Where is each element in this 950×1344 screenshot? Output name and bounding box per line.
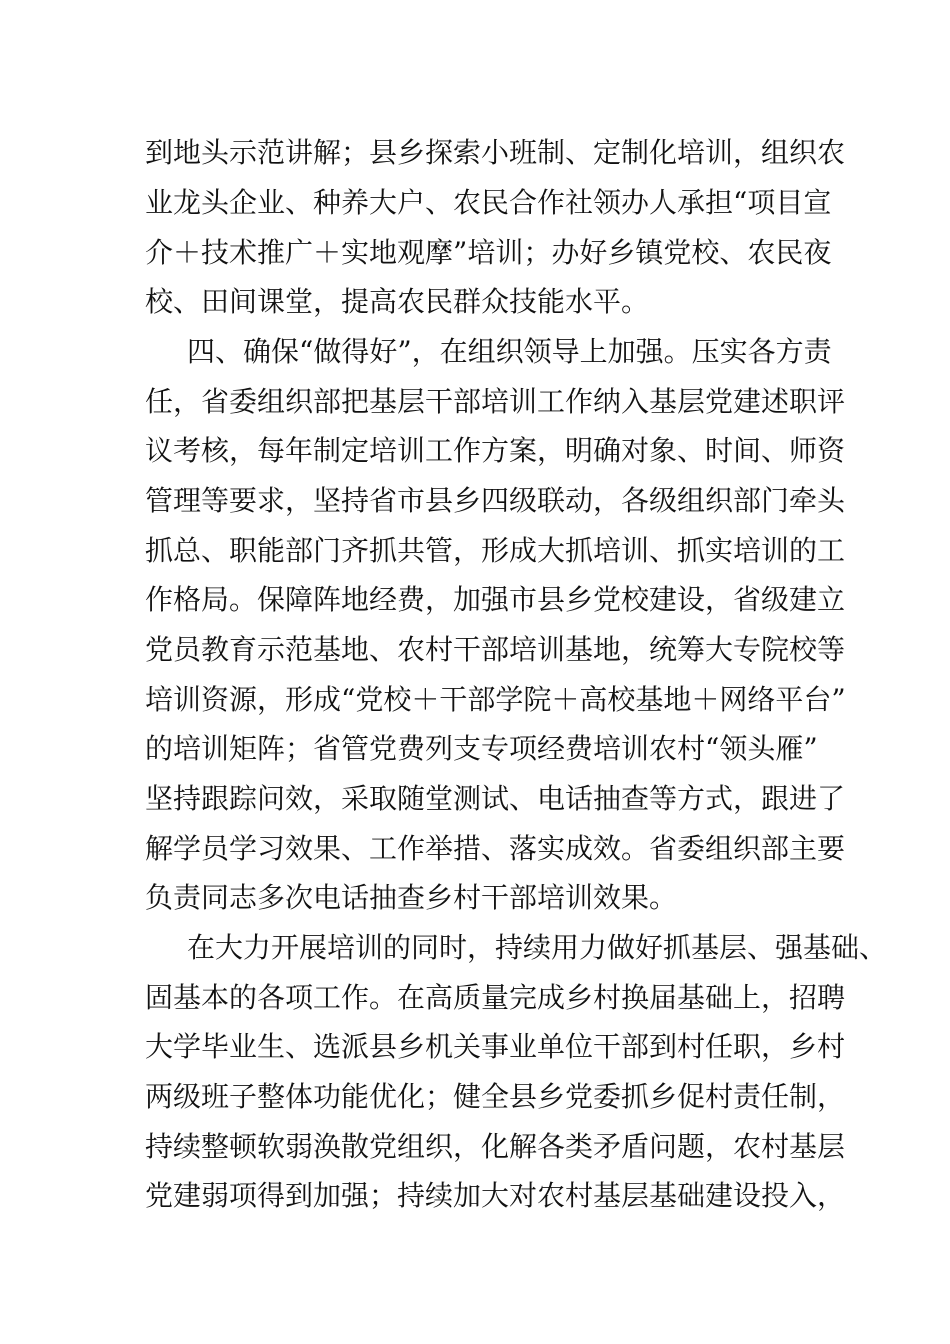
text-line-15: 解学员学习效果、工作举措、落实成效。省委组织部主要 — [145, 832, 846, 865]
text-line-12: 培训资源，形成“党校＋干部学院＋高校基地＋网络平台” — [145, 683, 846, 716]
text-line-2: 业龙头企业、种养大户、农民合作社领办人承担“项目宣 — [145, 186, 832, 219]
section-four-heading-line: 四、确保“做得好”，在组织领导上加强。压实各方责 — [187, 335, 832, 368]
text-line-1: 到地头示范讲解；县乡探索小班制、定制化培训，组织农 — [145, 136, 846, 169]
text-line-21: 持续整顿软弱涣散党组织，化解各类矛盾问题，农村基层 — [145, 1130, 846, 1163]
text-line-16: 负责同志多次电话抽查乡村干部培训效果。 — [145, 881, 678, 914]
paragraph-start-line: 在大力开展培训的同时，持续用力做好抓基层、强基础、 — [187, 931, 888, 964]
text-line-8: 管理等要求，坚持省市县乡四级联动，各级组织部门牵头 — [145, 484, 846, 517]
text-line-13: 的培训矩阵；省管党费列支专项经费培训农村“领头雁” — [145, 732, 818, 765]
text-line-20: 两级班子整体功能优化；健全县乡党委抓乡促村责任制， — [145, 1080, 846, 1113]
text-line-14: 坚持跟踪问效，采取随堂测试、电话抽查等方式，跟进了 — [145, 782, 846, 815]
text-line-19: 大学毕业生、选派县乡机关事业单位干部到村任职，乡村 — [145, 1030, 846, 1063]
text-line-22: 党建弱项得到加强；持续加大对农村基层基础建设投入， — [145, 1179, 846, 1212]
text-line-7: 议考核，每年制定培训工作方案，明确对象、时间、师资 — [145, 434, 846, 467]
text-line-9: 抓总、职能部门齐抓共管，形成大抓培训、抓实培训的工 — [145, 534, 846, 567]
text-line-10: 作格局。保障阵地经费，加强市县乡党校建设，省级建立 — [145, 583, 846, 616]
text-line-18: 固基本的各项工作。在高质量完成乡村换届基础上，招聘 — [145, 981, 846, 1014]
text-line-3: 介＋技术推广＋实地观摩”培训；办好乡镇党校、农民夜 — [145, 236, 832, 269]
text-line-4: 校、田间课堂，提高农民群众技能水平。 — [145, 285, 650, 318]
text-line-6: 任，省委组织部把基层干部培训工作纳入基层党建述职评 — [145, 385, 846, 418]
text-line-11: 党员教育示范基地、农村干部培训基地，统筹大专院校等 — [145, 633, 846, 666]
